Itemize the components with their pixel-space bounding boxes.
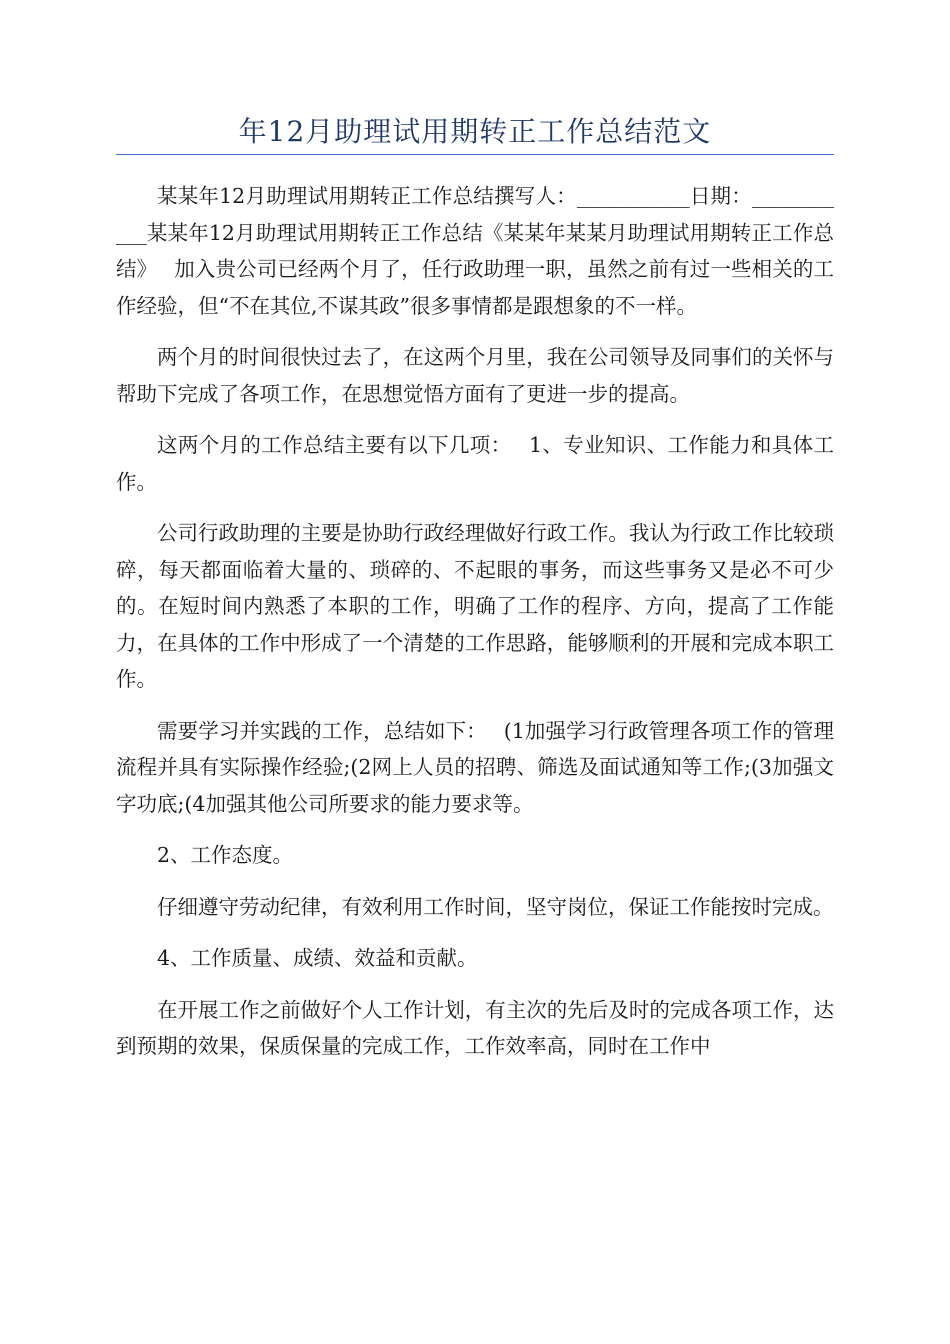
- paragraph-8: 4、工作质量、成绩、效益和贡献。: [157, 946, 478, 970]
- title-underline: [116, 154, 834, 155]
- paragraph-7: 仔细遵守劳动纪律，有效利用工作时间，坚守岗位，保证工作能按时完成。: [157, 894, 834, 919]
- paragraph-6: 2、工作态度。: [157, 843, 294, 867]
- paragraph-5: 需要学习并实践的工作，总结如下： (1加强学习行政管理各项工作的管理流程并具有实际操作经验;(2网上人员的招聘、筛选及面试通知等工作;(3加强文字功底;(4加强其他公司所要求的能力要求等。: [116, 718, 834, 816]
- paragraph-1: 某某年12月助理试用期转正工作总结撰写人：___________日期：___________某某年12月助理试用期转正工作总结《某某年某某月助理试用期转正工作总结》 加入贵公司已经两个月了，任行政助理一职，虽然之前有过一些相关的工作经验，但“不在其位,不谋其政”很多事情都是跟想象的不一样。: [116, 184, 834, 318]
- document-body: [116, 178, 834, 1080]
- document-title: 年12月助理试用期转正工作总结范文: [238, 115, 712, 148]
- paragraph-4: 公司行政助理的主要是协助行政经理做好行政工作。我认为行政工作比较琐碎，每天都面临着大量的、琐碎的、不起眼的事务，而这些事务又是必不可少的。在短时间内熟悉了本职的工作，明确了工作的程序、方向，提高了工作能力，在具体的工作中形成了一个清楚的工作思路，能够顺利的开展和完成本职工作。: [116, 521, 834, 691]
- paragraph-2: 两个月的时间很快过去了，在这两个月里，我在公司领导及同事们的关怀与帮助下完成了各项工作，在思想觉悟方面有了更进一步的提高。: [116, 345, 834, 406]
- paragraph-3: 这两个月的工作总结主要有以下几项： 1、专业知识、工作能力和具体工作。: [116, 433, 834, 494]
- paragraph-9: 在开展工作之前做好个人工作计划，有主次的先后及时的完成各项工作，达到预期的效果，保质保量的完成工作，工作效率高，同时在工作中: [116, 997, 834, 1058]
